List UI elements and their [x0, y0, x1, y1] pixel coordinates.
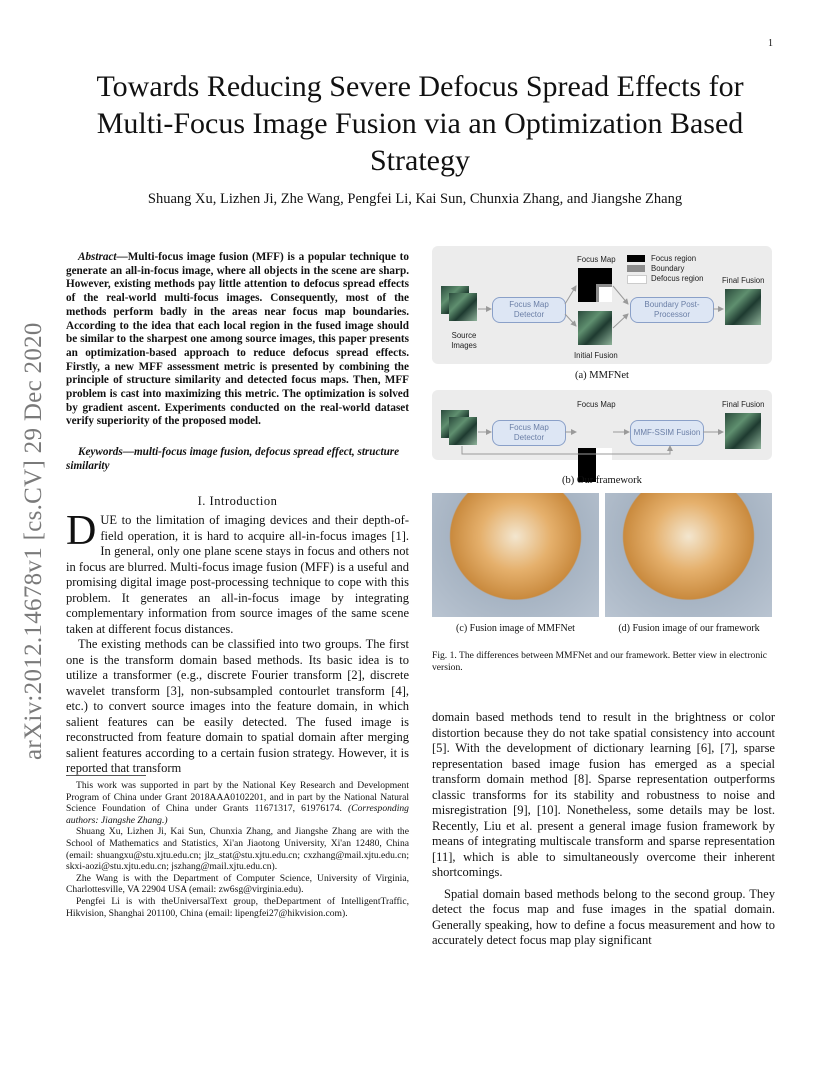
boundary-postprocessor-box: Boundary Post- Processor — [630, 297, 714, 323]
footnote-affiliation-2: Zhe Wang is with the Department of Computer Science, University of Virginia, Charlottesville, VA 22904 USA (email: zw6sg@virginia.edu). — [66, 872, 409, 896]
page-number: 1 — [768, 38, 773, 49]
fig-a-final-fusion-label: Final Fusion — [722, 276, 765, 285]
figure-a-arrows — [432, 246, 772, 364]
fig-b-focus-map-detector-box: Focus Map Detector — [492, 420, 566, 446]
footnote-affiliation-1: Shuang Xu, Lizhen Ji, Kai Sun, Chunxia Zhang, and Jiangshe Zhang are with the School of Mathematics and Statistics, Xi'an Jiaotong University, Xi'an 12480, China (email: shuangxu@stu.xjtu.edu.cn; jlz_stat@stu.xjtu.edu.cn; cxzhang@mail.xjtu.edu.cn; skxi-aozi@stu.xjtu.edu.cn; jszhang@mail.xjtu.edu.cn). — [66, 826, 409, 873]
figure-b-arrows — [432, 390, 772, 460]
legend-focus-region: Focus region — [651, 254, 697, 263]
fig-a-focus-map-label: Focus Map — [577, 255, 616, 264]
source-images-text: Source Images — [451, 331, 477, 350]
right-column-text — [432, 710, 775, 955]
paper-title: Towards Reducing Severe Defocus Spread Effects for Multi-Focus Image Fusion via an Optimization Based Strategy — [96, 70, 744, 177]
fusion-photo-ours — [605, 493, 772, 617]
footnote-funding-text: This work was supported in part by the National Key Research and Development Program of China under Grant 2018AAA0102201, and in part by the National Natural Science Foundation of China under Grants 11671317, 61976174. — [66, 780, 409, 815]
fig-b-focus-map-label: Focus Map — [577, 400, 616, 409]
author-list: Shuang Xu, Lizhen Ji, Zhe Wang, Pengfei Li, Kai Sun, Chunxia Zhang, and Jiangshe Zhang — [147, 191, 683, 207]
legend-boundary: Boundary — [651, 264, 685, 273]
fig-b-caption: (b) Our framework — [562, 475, 642, 486]
footnote-funding — [66, 780, 409, 826]
figure-caption: Fig. 1. The differences between MMFNet and our framework. Better view in electronic version. — [432, 650, 768, 673]
footnote-rule — [66, 775, 146, 776]
fig-c-caption: (c) Fusion image of MMFNet — [456, 623, 575, 634]
drop-cap: D — [66, 508, 97, 554]
intro-paragraph-2: The existing methods can be classified into two groups. The first one is the transform domain based methods. Its basic idea is to utilize a transformer (e.g., discrete Fourier transform [2], discrete wavelet transform [3], non-subsampled contourlet transform [4], etc.) to convert source images into the feature domain, in which salient features can be easily detected. The fused image is reconstructed from feature domain to spatial domain after merging salient features according to a certain fusion strategy. However, it is reported that transform — [66, 637, 409, 775]
footnote-corresponding: (Corresponding authors: Jiangshe Zhang.) — [66, 803, 409, 826]
intro-p1-text: UE to the limitation of imaging devices and their depth-of-field operation, it is hard to acquire all-in-focus images [1]. In general, only one plane scene stays in focus and others not in focus are blurred. Multi-focus image fusion (MFF) is a useful and promising digital image post-processing technique to cope with this problem. It generates an all-in-focus image by integrating complementary information from source images of the same scene taken at different focus distances. — [66, 513, 409, 636]
keywords — [66, 446, 409, 473]
arxiv-stamp: arXiv:2012.14678v1 [cs.CV] 29 Dec 2020 — [20, 322, 47, 760]
fig-a-caption: (a) MMFNet — [575, 370, 629, 381]
fig-d-caption: (d) Fusion image of our framework — [618, 623, 760, 634]
intro-paragraph-1 — [66, 508, 409, 637]
footnote-affiliation-3: Pengfei Li is with theUniversalText group, theDepartment of IntelligentTraffic, Hikvision, Shanghai 201100, China (email: lipengfei27@hikvision.com). — [66, 895, 409, 919]
footnotes — [66, 780, 409, 919]
abstract-text: —Multi-focus image fusion (MFF) is a popular technique to generate an all-in-focus image, where all objects in the scene are sharp. However, existing methods pay little attention to defocus spread effects of the real-world multi-focus images. Consequently, most of the methods perform badly in the areas near focus map boundaries. According to the idea that each local region in the fused image should be similar to the sharpest one among source images, this paper presents an optimization-based approach to reduce defocus spread effects. Firstly, a new MFF assessment metric is presented by combining the principle of structure similarity and detected focus maps. Then, MFF problem is cast into maximizing this metric. The optimization is solved by gradient ascent. Experiments conducted on the real-world dataset verify superiority of the proposed model. — [66, 251, 409, 428]
right-paragraph-1: domain based methods tend to result in the brightness or color distortion because they do not take spatial consistency into account [5]. With the development of dictionary learning [6], [7], sparse representation based image fusion has emerged as a special transform domain method [8]. Sparse representation outperforms classic transforms for its stability and robustness to noise and misregistration [9], [10]. Nonetheless, some details may be lost. Recently, Liu et al. present a general image fusion framework by means of integrating multiscale transform and sparse representation [11], which is able to simultaneously overcome their inherent shortcomings. — [432, 710, 775, 879]
initial-fusion-label: Initial Fusion — [574, 351, 618, 360]
section-heading: I. Introduction — [197, 494, 278, 508]
keywords-label: Keywords — [78, 446, 123, 458]
legend-defocus-region: Defocus region — [651, 274, 704, 283]
keywords-text: —multi-focus image fusion, defocus spread effect, structure similarity — [66, 446, 400, 472]
focus-map-detector-box: Focus Map Detector — [492, 297, 566, 323]
mmf-ssim-fusion-box: MMF-SSIM Fusion — [630, 420, 704, 446]
intro-section — [66, 508, 409, 777]
fig-b-final-fusion-label: Final Fusion — [722, 400, 765, 409]
abstract — [66, 251, 409, 429]
abstract-label: Abstract — [78, 251, 117, 263]
right-paragraph-2: Spatial domain based methods belong to the second group. They detect the focus map and fuse images in the spatial domain. Generally speaking, how to define a focus measurement and how to accurately detect focus map play significant — [432, 886, 775, 947]
fusion-photo-mmfnet — [432, 493, 599, 617]
